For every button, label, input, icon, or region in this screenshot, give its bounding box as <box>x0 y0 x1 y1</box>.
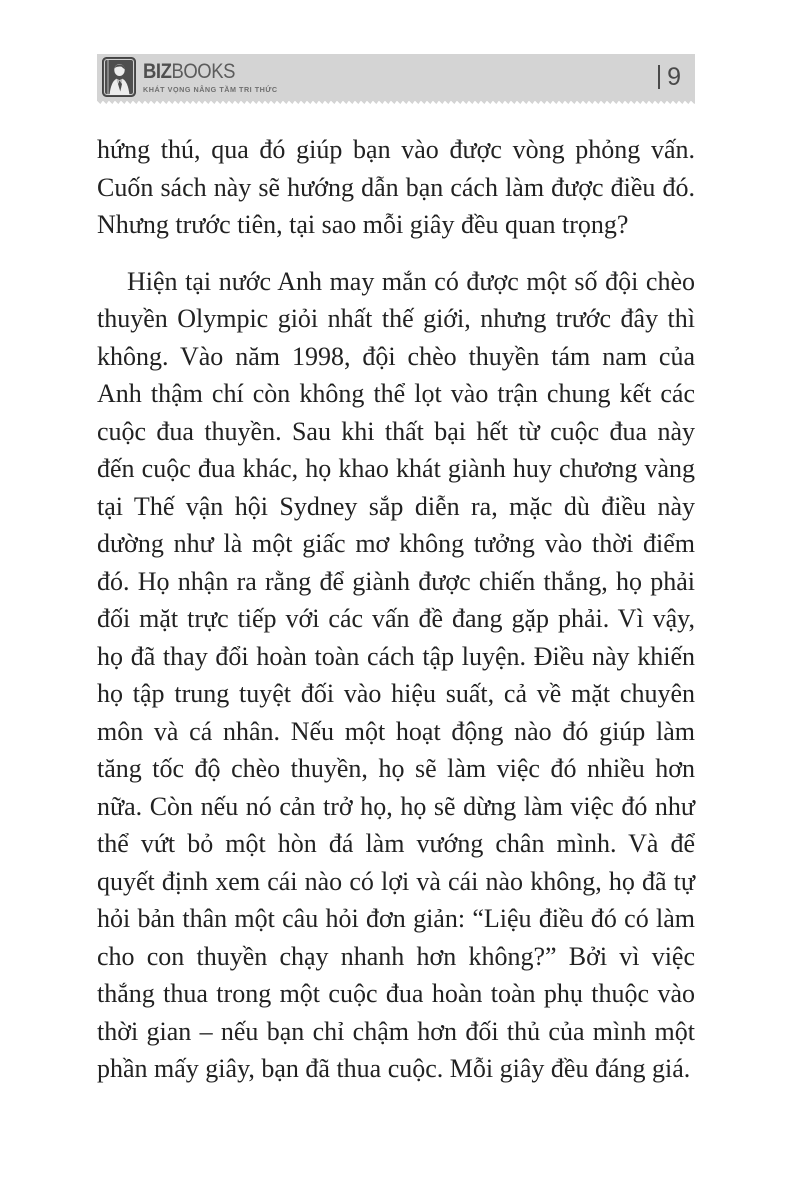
page-header <box>97 54 695 100</box>
bizbooks-logo-icon <box>102 57 136 97</box>
paragraph-2: Hiện tại nước Anh may mắn có được một số đội chèo thuyền Olympic giỏi nhất thế giới, nhưng trước đây thì không. Vào năm 1998, đội chèo thuyền tám nam của Anh thậm chí còn không thể lọt vào trận chung kết các cuộc đua thuyền. Sau khi thất bại hết từ cuộc đua này đến cuộc đua khác, họ khao khát giành huy chương vàng tại Thế vận hội Sydney sắp diễn ra, mặc dù điều này dường như là một giấc mơ không tưởng vào thời điểm đó. Họ nhận ra rằng để giành được chiến thắng, họ phải đối mặt trực tiếp với các vấn đề đang gặp phải. Vì vậy, họ đã thay đổi hoàn toàn cách tập luyện. Điều này khiến họ tập trung tuyệt đối vào hiệu suất, cả về mặt chuyên môn và cá nhân. Nếu một hoạt động nào đó giúp làm tăng tốc độ chèo thuyền, họ sẽ làm việc đó nhiều hơn nữa. Còn nếu nó cản trở họ, họ sẽ dừng làm việc đó như thể vứt bỏ một hòn đá làm vướng chân mình. Và để quyết định xem cái nào có lợi và cái nào không, họ đã tự hỏi bản thân một câu hỏi đơn giản: “Liệu điều đó có làm cho con thuyền chạy nhanh hơn không?” Bởi vì việc thắng thua trong một cuộc đua hoàn toàn phụ thuộc vào thời gian – nếu bạn chỉ chậm hơn đối thủ của mình một phần mấy giây, bạn đã thua cuộc. Mỗi giây đều đáng giá. <box>97 266 695 1083</box>
brand-name-biz: BIZ <box>143 59 172 83</box>
brand-tagline: KHÁT VỌNG NÂNG TẦM TRI THỨC <box>143 84 278 94</box>
brand-name-books: BOOKS <box>171 59 235 83</box>
publisher-logo-text <box>143 61 283 94</box>
brand-name <box>143 61 266 82</box>
paragraph-1: hứng thú, qua đó giúp bạn vào được vòng phỏng vấn. Cuốn sách này sẽ hướng dẫn bạn cách làm được điều đó. Nhưng trước tiên, tại sao mỗi giây đều quan trọng? <box>97 135 695 239</box>
page-body <box>97 131 695 1088</box>
page-number-value: 9 <box>667 62 681 91</box>
publisher-logo <box>102 57 283 97</box>
page-number-divider <box>658 65 660 89</box>
page-number <box>658 62 681 91</box>
